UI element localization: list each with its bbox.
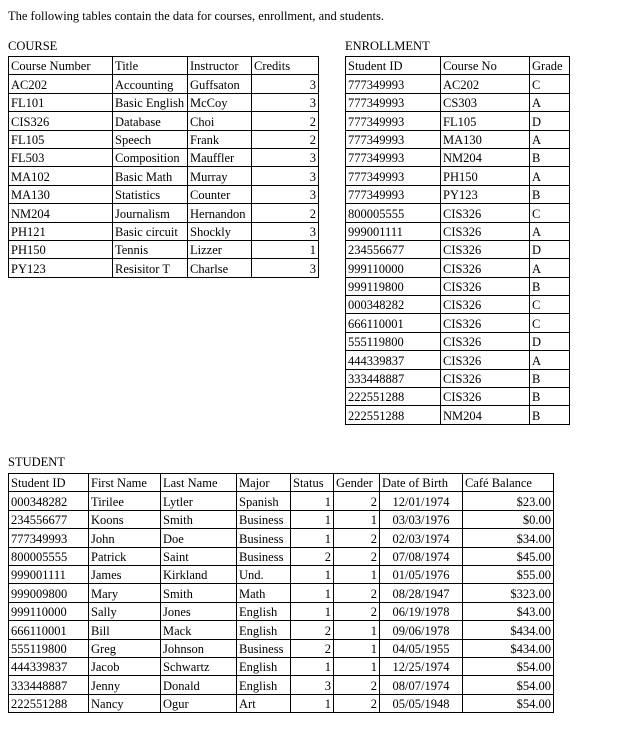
student-cell: Patrick (89, 547, 161, 565)
enrollment-row (346, 259, 570, 277)
enrollment-caption: ENROLLMENT (345, 39, 430, 53)
student-cell: English (237, 676, 291, 694)
enrollment-cell: CIS326 (441, 259, 530, 277)
enrollment-cell: 777349993 (346, 112, 441, 130)
course-row (9, 259, 319, 277)
student-cell: Saint (161, 547, 237, 565)
course-row (9, 93, 319, 111)
enrollment-cell: B (530, 369, 570, 387)
course-cell: Counter (188, 185, 252, 203)
enrollment-cell: 222551288 (346, 388, 441, 406)
course-row (9, 167, 319, 185)
course-row (9, 240, 319, 258)
enrollment-row (346, 93, 570, 111)
enrollment-header-cell: Course No (441, 57, 530, 75)
student-row (9, 510, 554, 528)
student-cell: 1 (291, 510, 334, 528)
course-header-row (9, 57, 319, 75)
course-cell: Tennis (113, 240, 188, 258)
student-cell: 2 (334, 602, 380, 620)
enrollment-row (346, 130, 570, 148)
enrollment-cell: 234556677 (346, 240, 441, 258)
course-cell: Resisitor T (113, 259, 188, 277)
course-row (9, 75, 319, 93)
enrollment-cell: B (530, 185, 570, 203)
course-cell: Choi (188, 112, 252, 130)
student-cell: Doe (161, 529, 237, 547)
student-header-cell: Date of Birth (380, 474, 463, 492)
student-cell: 2 (291, 621, 334, 639)
enrollment-cell: CIS326 (441, 277, 530, 295)
enrollment-row (346, 75, 570, 93)
enrollment-cell: 000348282 (346, 296, 441, 314)
student-cell: $54.00 (463, 657, 554, 675)
student-cell: 999110000 (9, 602, 89, 620)
student-cell: English (237, 621, 291, 639)
student-cell: Business (237, 547, 291, 565)
student-cell: 800005555 (9, 547, 89, 565)
enrollment-cell: B (530, 277, 570, 295)
student-cell: Business (237, 510, 291, 528)
student-caption: STUDENT (8, 455, 65, 469)
student-cell: Smith (161, 510, 237, 528)
student-cell: 09/06/1978 (380, 621, 463, 639)
course-row (9, 148, 319, 166)
enrollment-cell: 222551288 (346, 406, 441, 424)
student-cell: Bill (89, 621, 161, 639)
enrollment-cell: 999110000 (346, 259, 441, 277)
student-cell: Ogur (161, 694, 237, 712)
enrollment-cell: CIS326 (441, 296, 530, 314)
enrollment-cell: 777349993 (346, 185, 441, 203)
course-cell: Mauffler (188, 148, 252, 166)
student-cell: 12/25/1974 (380, 657, 463, 675)
student-cell: 2 (291, 639, 334, 657)
course-cell: Statistics (113, 185, 188, 203)
student-cell: 06/19/1978 (380, 602, 463, 620)
student-row (9, 639, 554, 657)
student-row (9, 676, 554, 694)
student-cell: 12/01/1974 (380, 492, 463, 510)
student-cell: 04/05/1955 (380, 639, 463, 657)
student-cell: 333448887 (9, 676, 89, 694)
student-row (9, 547, 554, 565)
student-cell: 000348282 (9, 492, 89, 510)
course-cell: Guffsaton (188, 75, 252, 93)
student-row (9, 602, 554, 620)
student-cell: 2 (291, 547, 334, 565)
student-cell: Smith (161, 584, 237, 602)
student-row (9, 657, 554, 675)
student-cell: 05/05/1948 (380, 694, 463, 712)
enrollment-cell: A (530, 93, 570, 111)
course-cell: Murray (188, 167, 252, 185)
course-cell: Hernandon (188, 204, 252, 222)
course-cell: Database (113, 112, 188, 130)
enrollment-cell: 444339837 (346, 351, 441, 369)
enrollment-row (346, 148, 570, 166)
course-cell: Charlse (188, 259, 252, 277)
enrollment-row (346, 406, 570, 424)
enrollment-cell: CIS326 (441, 388, 530, 406)
student-cell: 1 (334, 657, 380, 675)
course-cell: PH150 (9, 240, 113, 258)
course-header-cell: Instructor (188, 57, 252, 75)
course-header-cell: Credits (252, 57, 319, 75)
enrollment-cell: NM204 (441, 406, 530, 424)
course-cell: PY123 (9, 259, 113, 277)
student-cell: 07/08/1974 (380, 547, 463, 565)
enrollment-row (346, 240, 570, 258)
student-cell: Kirkland (161, 565, 237, 583)
course-cell: Lizzer (188, 240, 252, 258)
student-cell: Tirilee (89, 492, 161, 510)
enrollment-header-cell: Grade (530, 57, 570, 75)
course-cell: 3 (252, 148, 319, 166)
intro-text: The following tables contain the data for courses, enrollment, and students. (8, 9, 384, 23)
student-cell: 234556677 (9, 510, 89, 528)
enrollment-cell: C (530, 314, 570, 332)
student-cell: 2 (334, 547, 380, 565)
student-cell: $54.00 (463, 694, 554, 712)
student-cell: 444339837 (9, 657, 89, 675)
course-cell: Frank (188, 130, 252, 148)
student-cell: 2 (334, 492, 380, 510)
enrollment-cell: 777349993 (346, 167, 441, 185)
course-header-cell: Title (113, 57, 188, 75)
course-cell: McCoy (188, 93, 252, 111)
course-cell: Basic English (113, 93, 188, 111)
student-cell: 1 (291, 584, 334, 602)
enrollment-cell: CIS326 (441, 351, 530, 369)
student-cell: 1 (334, 639, 380, 657)
student-cell: 01/05/1976 (380, 565, 463, 583)
student-cell: $323.00 (463, 584, 554, 602)
student-cell: Jones (161, 602, 237, 620)
student-cell: Und. (237, 565, 291, 583)
student-cell: 08/28/1947 (380, 584, 463, 602)
student-cell: Greg (89, 639, 161, 657)
course-row (9, 185, 319, 203)
enrollment-table (345, 56, 570, 425)
enrollment-row (346, 332, 570, 350)
course-cell: Composition (113, 148, 188, 166)
course-cell: PH121 (9, 222, 113, 240)
course-cell: Speech (113, 130, 188, 148)
student-cell: 2 (334, 529, 380, 547)
student-cell: 1 (334, 565, 380, 583)
student-cell: Business (237, 529, 291, 547)
student-cell: 1 (291, 565, 334, 583)
student-cell: Spanish (237, 492, 291, 510)
enrollment-cell: A (530, 222, 570, 240)
student-cell: 02/03/1974 (380, 529, 463, 547)
course-cell: Journalism (113, 204, 188, 222)
student-cell: Lytler (161, 492, 237, 510)
student-cell: 555119800 (9, 639, 89, 657)
student-table (8, 473, 554, 713)
course-caption: COURSE (8, 39, 58, 53)
enrollment-cell: 777349993 (346, 75, 441, 93)
enrollment-cell: MA130 (441, 130, 530, 148)
course-cell: Shockly (188, 222, 252, 240)
enrollment-cell: C (530, 204, 570, 222)
course-row (9, 130, 319, 148)
enrollment-cell: CIS326 (441, 332, 530, 350)
student-cell: Jenny (89, 676, 161, 694)
enrollment-cell: CIS326 (441, 240, 530, 258)
student-cell: 222551288 (9, 694, 89, 712)
enrollment-cell: B (530, 148, 570, 166)
student-cell: 1 (291, 602, 334, 620)
course-cell: Basic circuit (113, 222, 188, 240)
course-cell: Accounting (113, 75, 188, 93)
enrollment-row (346, 277, 570, 295)
student-cell: 666110001 (9, 621, 89, 639)
enrollment-cell: PH150 (441, 167, 530, 185)
course-cell: 2 (252, 112, 319, 130)
student-cell: 2 (334, 676, 380, 694)
enrollment-header-cell: Student ID (346, 57, 441, 75)
enrollment-cell: CIS326 (441, 222, 530, 240)
student-cell: James (89, 565, 161, 583)
student-header-cell: First Name (89, 474, 161, 492)
student-cell: $0.00 (463, 510, 554, 528)
enrollment-cell: B (530, 388, 570, 406)
enrollment-cell: D (530, 332, 570, 350)
course-cell: CIS326 (9, 112, 113, 130)
enrollment-cell: 777349993 (346, 93, 441, 111)
enrollment-cell: FL105 (441, 112, 530, 130)
enrollment-cell: A (530, 167, 570, 185)
student-cell: $434.00 (463, 621, 554, 639)
enrollment-cell: C (530, 296, 570, 314)
student-cell: Johnson (161, 639, 237, 657)
course-cell: NM204 (9, 204, 113, 222)
student-row (9, 584, 554, 602)
enrollment-cell: 777349993 (346, 148, 441, 166)
student-header-cell: Last Name (161, 474, 237, 492)
student-cell: 1 (291, 694, 334, 712)
course-cell: 3 (252, 185, 319, 203)
student-row (9, 529, 554, 547)
enrollment-cell: 666110001 (346, 314, 441, 332)
course-cell: 3 (252, 167, 319, 185)
enrollment-row (346, 369, 570, 387)
course-cell: FL503 (9, 148, 113, 166)
student-cell: $43.00 (463, 602, 554, 620)
student-header-cell: Café Balance (463, 474, 554, 492)
course-row (9, 112, 319, 130)
course-cell: 3 (252, 259, 319, 277)
student-cell: 2 (334, 694, 380, 712)
student-cell: Mary (89, 584, 161, 602)
enrollment-cell: AC202 (441, 75, 530, 93)
enrollment-cell: 777349993 (346, 130, 441, 148)
student-cell: $34.00 (463, 529, 554, 547)
enrollment-cell: NM204 (441, 148, 530, 166)
course-cell: Basic Math (113, 167, 188, 185)
course-row (9, 204, 319, 222)
enrollment-cell: B (530, 406, 570, 424)
enrollment-row (346, 112, 570, 130)
student-cell: 03/03/1976 (380, 510, 463, 528)
student-cell: $55.00 (463, 565, 554, 583)
student-cell: $45.00 (463, 547, 554, 565)
enrollment-cell: A (530, 351, 570, 369)
enrollment-cell: PY123 (441, 185, 530, 203)
course-cell: MA102 (9, 167, 113, 185)
enrollment-cell: C (530, 75, 570, 93)
student-row (9, 621, 554, 639)
student-cell: John (89, 529, 161, 547)
course-cell: 2 (252, 130, 319, 148)
student-cell: English (237, 657, 291, 675)
student-cell: $434.00 (463, 639, 554, 657)
course-row (9, 222, 319, 240)
student-cell: 1 (291, 657, 334, 675)
student-cell: $54.00 (463, 676, 554, 694)
enrollment-row (346, 185, 570, 203)
course-cell: 3 (252, 75, 319, 93)
student-cell: Koons (89, 510, 161, 528)
enrollment-cell: A (530, 130, 570, 148)
course-cell: 1 (252, 240, 319, 258)
course-cell: 3 (252, 93, 319, 111)
course-cell: MA130 (9, 185, 113, 203)
student-cell: 3 (291, 676, 334, 694)
enrollment-cell: 555119800 (346, 332, 441, 350)
course-cell: 2 (252, 204, 319, 222)
student-cell: Schwartz (161, 657, 237, 675)
enrollment-row (346, 296, 570, 314)
student-cell: 2 (334, 584, 380, 602)
student-cell: Donald (161, 676, 237, 694)
enrollment-cell: CIS326 (441, 314, 530, 332)
enrollment-cell: 333448887 (346, 369, 441, 387)
enrollment-row (346, 314, 570, 332)
student-cell: Jacob (89, 657, 161, 675)
course-cell: FL101 (9, 93, 113, 111)
student-cell: Business (237, 639, 291, 657)
enrollment-cell: 999119800 (346, 277, 441, 295)
student-header-cell: Student ID (9, 474, 89, 492)
student-cell: 999001111 (9, 565, 89, 583)
enrollment-cell: A (530, 259, 570, 277)
enrollment-cell: 999001111 (346, 222, 441, 240)
student-cell: Sally (89, 602, 161, 620)
enrollment-cell: CIS326 (441, 369, 530, 387)
enrollment-row (346, 388, 570, 406)
course-cell: 3 (252, 222, 319, 240)
student-header-cell: Major (237, 474, 291, 492)
enrollment-row (346, 351, 570, 369)
enrollment-cell: 800005555 (346, 204, 441, 222)
course-cell: AC202 (9, 75, 113, 93)
student-cell: Nancy (89, 694, 161, 712)
enrollment-cell: D (530, 240, 570, 258)
student-cell: 1 (334, 510, 380, 528)
student-row (9, 694, 554, 712)
student-header-row (9, 474, 554, 492)
student-cell: 777349993 (9, 529, 89, 547)
enrollment-cell: CS303 (441, 93, 530, 111)
student-row (9, 492, 554, 510)
student-cell: Mack (161, 621, 237, 639)
enrollment-row (346, 204, 570, 222)
student-header-cell: Status (291, 474, 334, 492)
course-table (8, 56, 319, 278)
student-cell: 1 (334, 621, 380, 639)
student-cell: Math (237, 584, 291, 602)
enrollment-row (346, 167, 570, 185)
course-header-cell: Course Number (9, 57, 113, 75)
student-cell: 999009800 (9, 584, 89, 602)
student-header-cell: Gender (334, 474, 380, 492)
student-cell: English (237, 602, 291, 620)
student-cell: Art (237, 694, 291, 712)
student-row (9, 565, 554, 583)
enrollment-header-row (346, 57, 570, 75)
student-cell: 08/07/1974 (380, 676, 463, 694)
student-cell: 1 (291, 492, 334, 510)
enrollment-row (346, 222, 570, 240)
enrollment-cell: CIS326 (441, 204, 530, 222)
enrollment-cell: D (530, 112, 570, 130)
student-cell: $23.00 (463, 492, 554, 510)
course-cell: FL105 (9, 130, 113, 148)
student-cell: 1 (291, 529, 334, 547)
